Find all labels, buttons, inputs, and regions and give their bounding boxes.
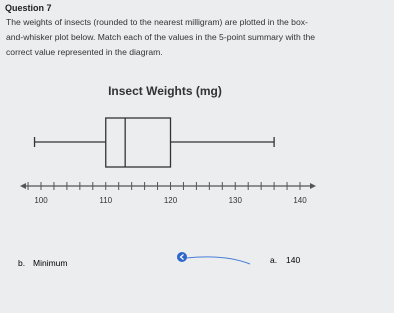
axis-tick-label: 100 <box>34 196 48 205</box>
prompt-line: The weights of insects (rounded to the nearest milligram) are plotted in the box- <box>6 17 308 27</box>
left-item-letter: b. <box>18 258 26 268</box>
axis-tick-label: 120 <box>163 196 178 205</box>
axis-tick-label: 130 <box>228 196 242 205</box>
chart-title: Insect Weights (mg) <box>108 84 222 98</box>
axis-tick-label: 110 <box>99 196 113 205</box>
axis-tick-label: 140 <box>293 196 307 205</box>
match-connector-line <box>186 257 250 264</box>
left-item-label[interactable]: Minimum <box>33 258 68 268</box>
question-title: Question 7 <box>5 3 52 13</box>
prompt-line: and-whisker plot below. Match each of the values in the 5-point summary with the <box>6 32 316 42</box>
match-handle[interactable] <box>177 252 187 262</box>
right-item-letter: a. <box>270 255 278 265</box>
prompt-line: correct value represented in the diagram. <box>6 47 163 57</box>
right-item-label[interactable]: 140 <box>286 255 301 265</box>
